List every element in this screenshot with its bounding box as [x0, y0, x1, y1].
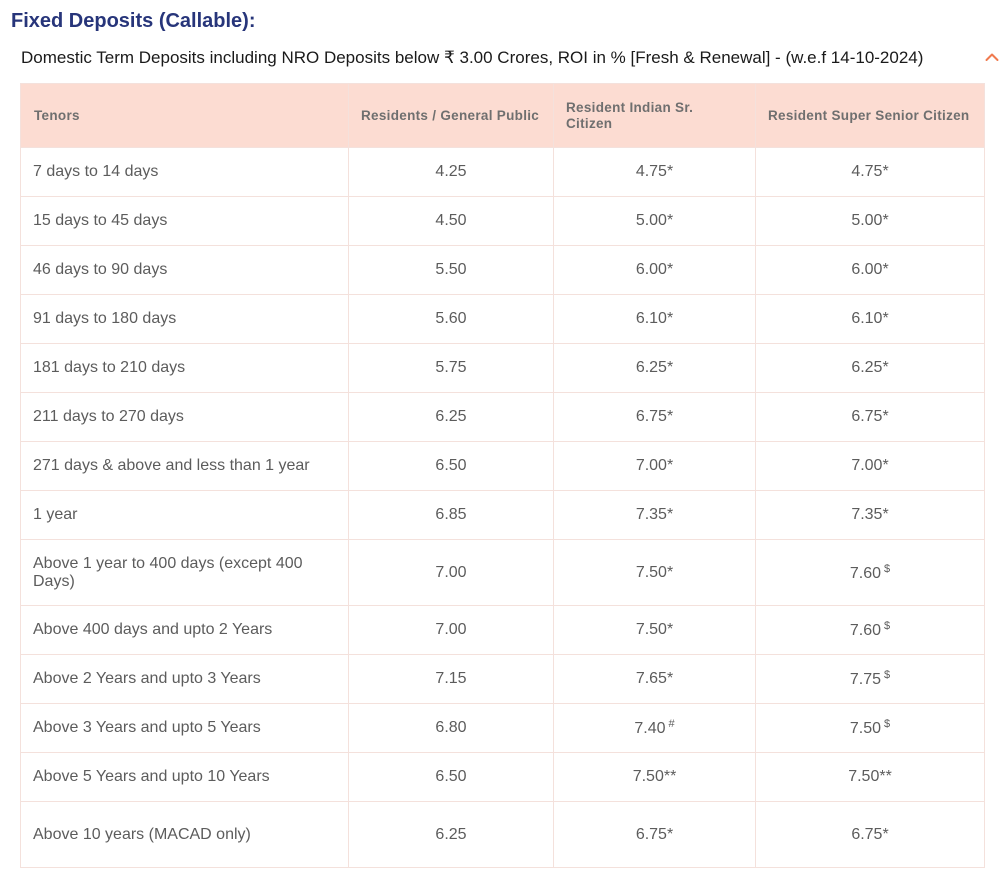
senior-rate-value: 6.75* [635, 408, 674, 425]
table-body [21, 148, 985, 868]
super-senior-rate-value: 7.60 [849, 622, 881, 639]
senior-rate-value: 6.10* [635, 310, 674, 327]
senior-rate-cell [554, 295, 756, 344]
general-rate-cell: 6.50 [349, 753, 554, 802]
super-senior-rate-cell [756, 540, 985, 606]
senior-rate-value: 7.50* [635, 563, 674, 581]
tenor-cell: Above 3 Years and upto 5 Years [21, 704, 349, 753]
senior-rate-value: 7.65* [635, 670, 674, 687]
super-senior-rate-value: 6.25* [851, 359, 889, 376]
senior-rate-cell [554, 393, 756, 442]
senior-rate-value: 6.25* [635, 359, 674, 376]
super-senior-rate-cell [756, 344, 985, 393]
senior-rate-value: 6.00* [635, 261, 674, 278]
tenor-cell: Above 400 days and upto 2 Years [21, 606, 349, 655]
column-header-senior-citizen: Resident Indian Sr. Citizen [554, 84, 756, 148]
tenor-cell: Above 10 years (MACAD only) [21, 802, 349, 868]
footnote-mark: $ [884, 669, 891, 681]
column-header-general-public: Residents / General Public [349, 84, 554, 148]
super-senior-rate-cell [756, 704, 985, 753]
footnote-mark: $ [884, 562, 891, 575]
super-senior-rate-value: 6.75* [851, 825, 889, 843]
senior-rate-value: 6.75* [635, 825, 674, 843]
senior-rate-value: 7.35* [635, 506, 674, 523]
senior-rate-cell [554, 802, 756, 868]
general-rate-cell: 5.50 [349, 246, 554, 295]
tenor-cell: 271 days & above and less than 1 year [21, 442, 349, 491]
footnote-mark: # [668, 718, 675, 730]
chevron-up-icon[interactable] [985, 52, 999, 62]
general-rate-cell: 6.50 [349, 442, 554, 491]
super-senior-rate-value: 5.00* [851, 212, 889, 229]
table-row [21, 655, 985, 704]
footnote-mark: $ [884, 620, 891, 632]
table-row [21, 442, 985, 491]
general-rate-cell: 6.25 [349, 393, 554, 442]
senior-rate-cell [554, 491, 756, 540]
super-senior-rate-cell [756, 802, 985, 868]
super-senior-rate-cell [756, 295, 985, 344]
super-senior-rate-value: 4.75* [851, 163, 889, 180]
table-row [21, 246, 985, 295]
general-rate-cell: 7.00 [349, 606, 554, 655]
super-senior-rate-value: 7.50** [848, 768, 892, 785]
table-header-row [21, 84, 985, 148]
super-senior-rate-cell [756, 393, 985, 442]
general-rate-cell: 4.25 [349, 148, 554, 197]
accordion-title[interactable]: Domestic Term Deposits including NRO Deposits below ₹ 3.00 Crores, ROI in % [Fresh & Renewal] - (w.e.f 14-10-2024) [21, 48, 924, 67]
super-senior-rate-cell [756, 606, 985, 655]
tenor-cell: Above 5 Years and upto 10 Years [21, 753, 349, 802]
senior-rate-cell [554, 148, 756, 197]
super-senior-rate-value: 7.35* [851, 506, 889, 523]
tenor-cell: 15 days to 45 days [21, 197, 349, 246]
senior-rate-value: 5.00* [635, 212, 674, 229]
tenor-cell: 91 days to 180 days [21, 295, 349, 344]
senior-rate-cell [554, 344, 756, 393]
table-row [21, 295, 985, 344]
table-row [21, 148, 985, 197]
senior-rate-cell [554, 655, 756, 704]
general-rate-cell: 7.15 [349, 655, 554, 704]
senior-rate-cell [554, 197, 756, 246]
super-senior-rate-value: 7.00* [851, 457, 889, 474]
tenor-cell: 46 days to 90 days [21, 246, 349, 295]
table-row [21, 540, 985, 606]
super-senior-rate-cell [756, 148, 985, 197]
page-title: Fixed Deposits (Callable): [11, 10, 256, 32]
senior-rate-value: 7.50** [632, 768, 677, 785]
table-row [21, 393, 985, 442]
super-senior-rate-value: 6.10* [851, 310, 889, 327]
column-header-super-senior-citizen: Resident Super Senior Citizen [756, 84, 985, 148]
tenor-cell: 7 days to 14 days [21, 148, 349, 197]
table-row [21, 753, 985, 802]
tenor-cell: 211 days to 270 days [21, 393, 349, 442]
super-senior-rate-value: 7.50 [849, 720, 881, 737]
general-rate-cell: 4.50 [349, 197, 554, 246]
super-senior-rate-cell [756, 655, 985, 704]
senior-rate-value: 7.00* [635, 457, 674, 474]
tenor-cell: 1 year [21, 491, 349, 540]
senior-rate-value: 4.75* [635, 163, 674, 180]
footnote-mark: $ [884, 718, 891, 730]
accordion-header[interactable] [0, 44, 1000, 72]
tenor-cell: Above 1 year to 400 days (except 400 Days) [21, 540, 349, 606]
senior-rate-cell [554, 442, 756, 491]
senior-rate-value: 7.40 [634, 720, 666, 737]
super-senior-rate-cell [756, 197, 985, 246]
senior-rate-cell [554, 540, 756, 606]
tenor-cell: 181 days to 210 days [21, 344, 349, 393]
super-senior-rate-value: 6.75* [851, 408, 889, 425]
tenor-cell: Above 2 Years and upto 3 Years [21, 655, 349, 704]
table-row [21, 802, 985, 868]
column-header-tenors: Tenors [21, 84, 349, 148]
general-rate-cell: 6.85 [349, 491, 554, 540]
interest-rate-table [20, 83, 985, 868]
general-rate-cell: 5.75 [349, 344, 554, 393]
general-rate-cell: 6.80 [349, 704, 554, 753]
general-rate-cell: 5.60 [349, 295, 554, 344]
super-senior-rate-value: 6.00* [851, 261, 889, 278]
table-row [21, 344, 985, 393]
super-senior-rate-cell [756, 246, 985, 295]
senior-rate-cell [554, 753, 756, 802]
table-row [21, 606, 985, 655]
table-row [21, 704, 985, 753]
super-senior-rate-cell [756, 753, 985, 802]
general-rate-cell: 6.25 [349, 802, 554, 868]
senior-rate-cell [554, 606, 756, 655]
super-senior-rate-value: 7.60 [849, 564, 881, 582]
senior-rate-cell [554, 246, 756, 295]
super-senior-rate-cell [756, 442, 985, 491]
senior-rate-value: 7.50* [635, 621, 674, 638]
table-row [21, 491, 985, 540]
super-senior-rate-cell [756, 491, 985, 540]
table-row [21, 197, 985, 246]
super-senior-rate-value: 7.75 [849, 671, 881, 688]
general-rate-cell: 7.00 [349, 540, 554, 606]
senior-rate-cell [554, 704, 756, 753]
